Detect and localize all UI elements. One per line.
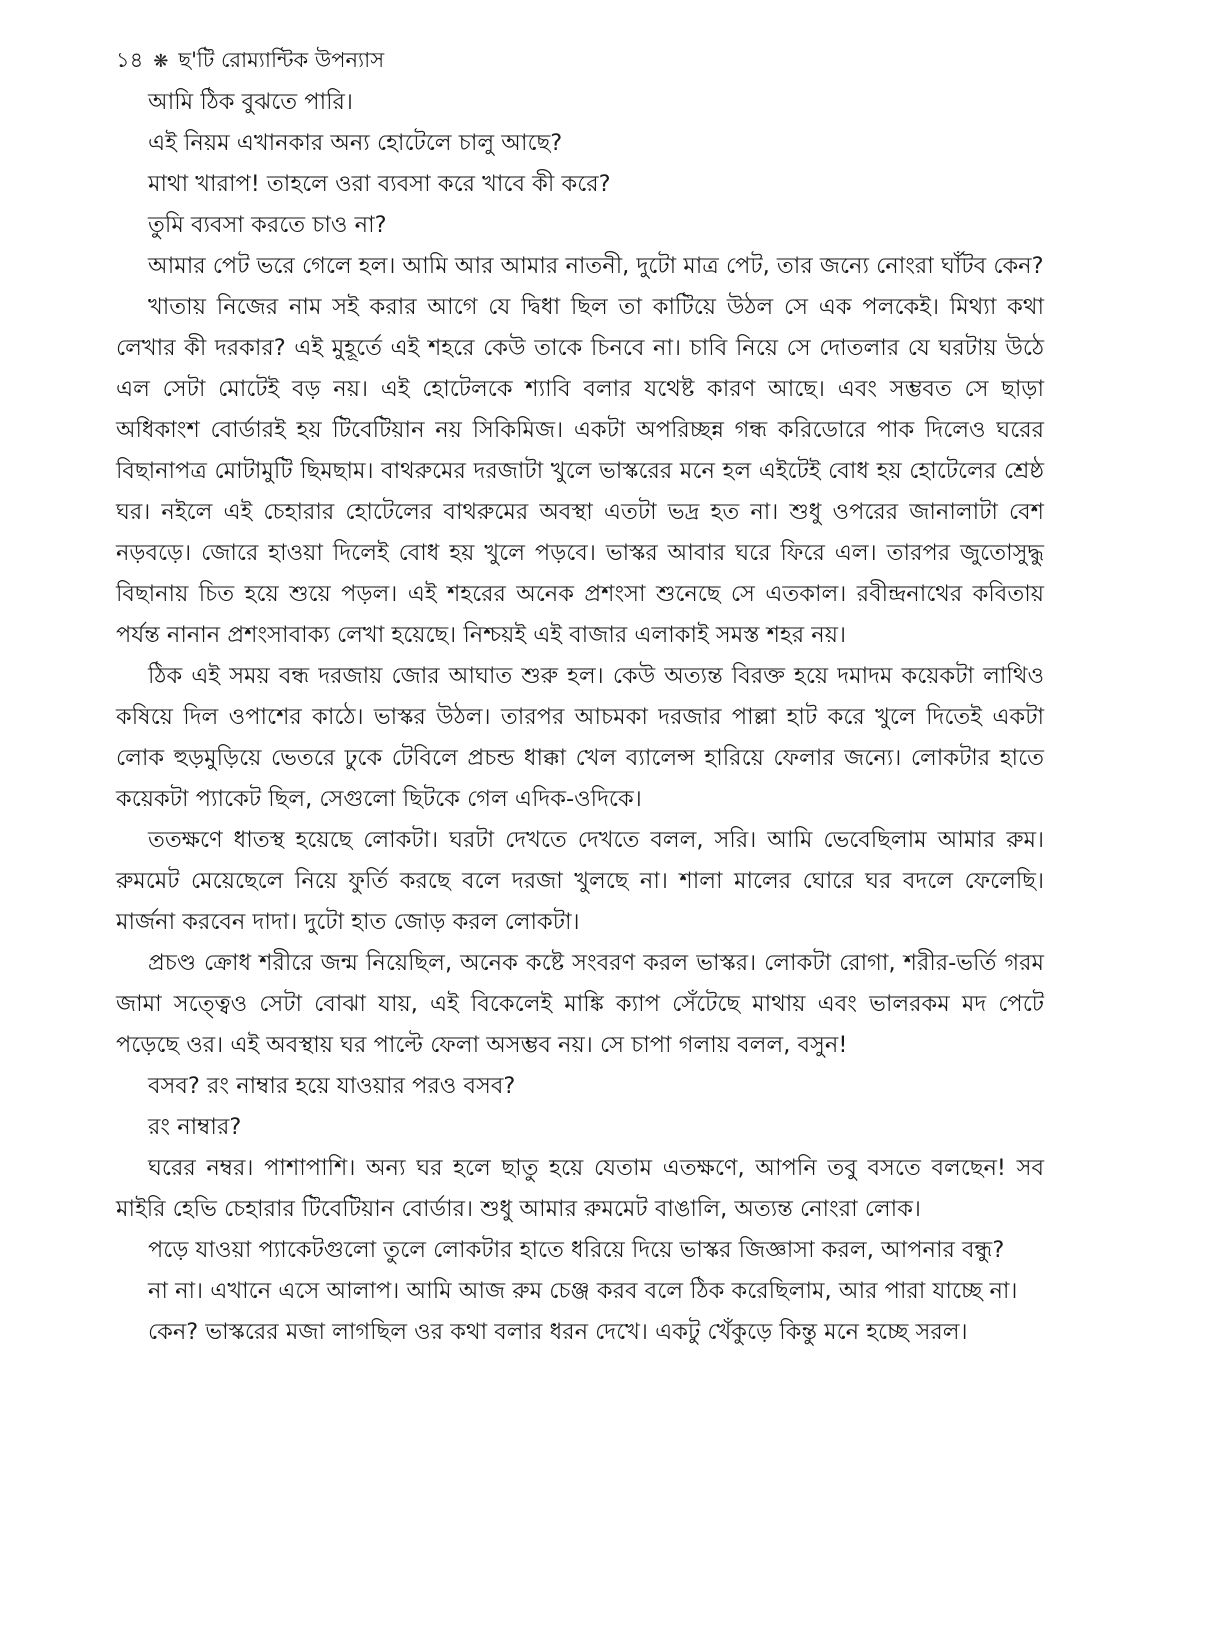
page-number: ১৪ xyxy=(116,48,144,72)
paragraph: এই নিয়ম এখানকার অন্য হোটেলে চালু আছে? xyxy=(148,130,563,156)
paragraph: পড়ে যাওয়া প্যাকেটগুলো তুলে লোকটার হাতে ধরিয়ে দিয়ে ভাস্কর জিজ্ঞাসা করল, আপনার বন্ধু? xyxy=(148,1237,1005,1263)
book-title: ছ'টি রোম্যান্টিক উপন্যাস xyxy=(178,48,385,72)
paragraph: ততক্ষণে ধাতস্থ হয়েছে লোকটা। ঘরটা দেখতে দেখতে বলল, সরি। আমি ভেবেছিলাম আমার রুম। রুমমেট মেয়েছেলে নিয়ে ফুর্তি করছে বলে দরজা খুলছে না। শালা মালের ঘোরে ঘর বদলে ফেলেছি। মার্জনা করবেন দাদা। দুটো হাত জোড় করল লোকটা। xyxy=(116,827,1044,935)
paragraph: প্রচণ্ড ক্রোধ শরীরে জন্ম নিয়েছিল, অনেক কষ্টে সংবরণ করল ভাস্কর। লোকটা রোগা, শরীর-ভর্তি গরম জামা সত্ত্বেও সেটা বোঝা যায়, এই বিকেলেই মাঙ্কি ক্যাপ সেঁটেছে মাথায় এবং ভালরকম মদ পেটে পড়েছে ওর। এই অবস্থায় ঘর পাল্টে ফেলা অসম্ভব নয়। সে চাপা গলায় বলল, বসুন! xyxy=(116,950,1044,1058)
paragraph: মাথা খারাপ! তাহলে ওরা ব্যবসা করে খাবে কী করে? xyxy=(148,171,611,197)
running-head xyxy=(116,44,1044,78)
body-text xyxy=(116,82,1044,1353)
paragraph: কেন? ভাস্করের মজা লাগছিল ওর কথা বলার ধরন দেখে। একটু খেঁকুড়ে কিন্তু মনে হচ্ছে সরল। xyxy=(148,1319,968,1345)
paragraph: ঘরের নম্বর। পাশাপাশি। অন্য ঘর হলে ছাতু হয়ে যেতাম এতক্ষণে, আপনি তবু বসতে বলছেন! সব মাইরি হেভি চেহারার টিবেটিয়ান বোর্ডার। শুধু আমার রুমমেট বাঙালি, অত্যন্ত নোংরা লোক। xyxy=(116,1155,1044,1222)
paragraph: বসব? রং নাম্বার হয়ে যাওয়ার পরও বসব? xyxy=(148,1073,516,1099)
paragraph: ঠিক এই সময় বন্ধ দরজায় জোর আঘাত শুরু হল। কেউ অত্যন্ত বিরক্ত হয়ে দমাদম কয়েকটা লাথিও কষিয়ে দিল ওপাশের কাঠে। ভাস্কর উঠল। তারপর আচমকা দরজার পাল্লা হাট করে খুলে দিতেই একটা লোক হুড়মুড়িয়ে ভেতরে ঢুকে টেবিলে প্রচন্ড ধাক্কা খেল ব্যালেন্স হারিয়ে ফেলার জন্যে। লোকটার হাতে কয়েকটা প্যাকেট ছিল, সেগুলো ছিটকে গেল এদিক-ওদিকে। xyxy=(116,663,1044,812)
paragraph: তুমি ব্যবসা করতে চাও না? xyxy=(148,212,387,238)
paragraph: আমার পেট ভরে গেলে হল। আমি আর আমার নাতনী, দুটো মাত্র পেট, তার জন্যে নোংরা ঘাঁটব কেন? xyxy=(148,253,1044,279)
paragraph: রং নাম্বার? xyxy=(148,1114,242,1140)
flower-ornament-icon: ❋ xyxy=(153,51,169,72)
paragraph: না না। এখানে এসে আলাপ। আমি আজ রুম চেঞ্জ করব বলে ঠিক করেছিলাম, আর পারা যাচ্ছে না। xyxy=(148,1278,1018,1304)
paragraph: খাতায় নিজের নাম সই করার আগে যে দ্বিধা ছিল তা কাটিয়ে উঠল সে এক পলকেই। মিথ্যা কথা লেখার কী দরকার? এই মুহূর্তে এই শহরে কেউ তাকে চিনবে না। চাবি নিয়ে সে দোতলার যে ঘরটায় উঠে এল সেটা মোটেই বড় নয়। এই হোটেলকে শ্যাবি বলার যথেষ্ট কারণ আছে। এবং সম্ভবত সে ছাড়া অধিকাংশ বোর্ডারই হয় টিবেটিয়ান নয় সিকিমিজ। একটা অপরিচ্ছন্ন গন্ধ করিডোরে পাক দিলেও ঘরের বিছানাপত্র মোটামুটি ছিমছাম। বাথরুমের দরজাটা খুলে ভাস্করের মনে হল এইটেই বোধ হয় হোটেলের শ্রেষ্ঠ ঘর। নইলে এই চেহারার হোটেলের বাথরুমের অবস্থা এতটা ভদ্র হত না। শুধু ওপরের জানালাটা বেশ নড়বড়ে। জোরে হাওয়া দিলেই বোধ হয় খুলে পড়বে। ভাস্কর আবার ঘরে ফিরে এল। তারপর জুতোসুদ্ধু বিছানায় চিত হয়ে শুয়ে পড়ল। এই শহরের অনেক প্রশংসা শুনেছে সে এতকাল। রবীন্দ্রনাথের কবিতায় পর্যন্ত নানান প্রশংসাবাক্য লেখা হয়েছে। নিশ্চয়ই এই বাজার এলাকাই সমস্ত শহর নয়। xyxy=(116,294,1044,648)
paragraph: আমি ঠিক বুঝতে পারি। xyxy=(148,89,353,115)
